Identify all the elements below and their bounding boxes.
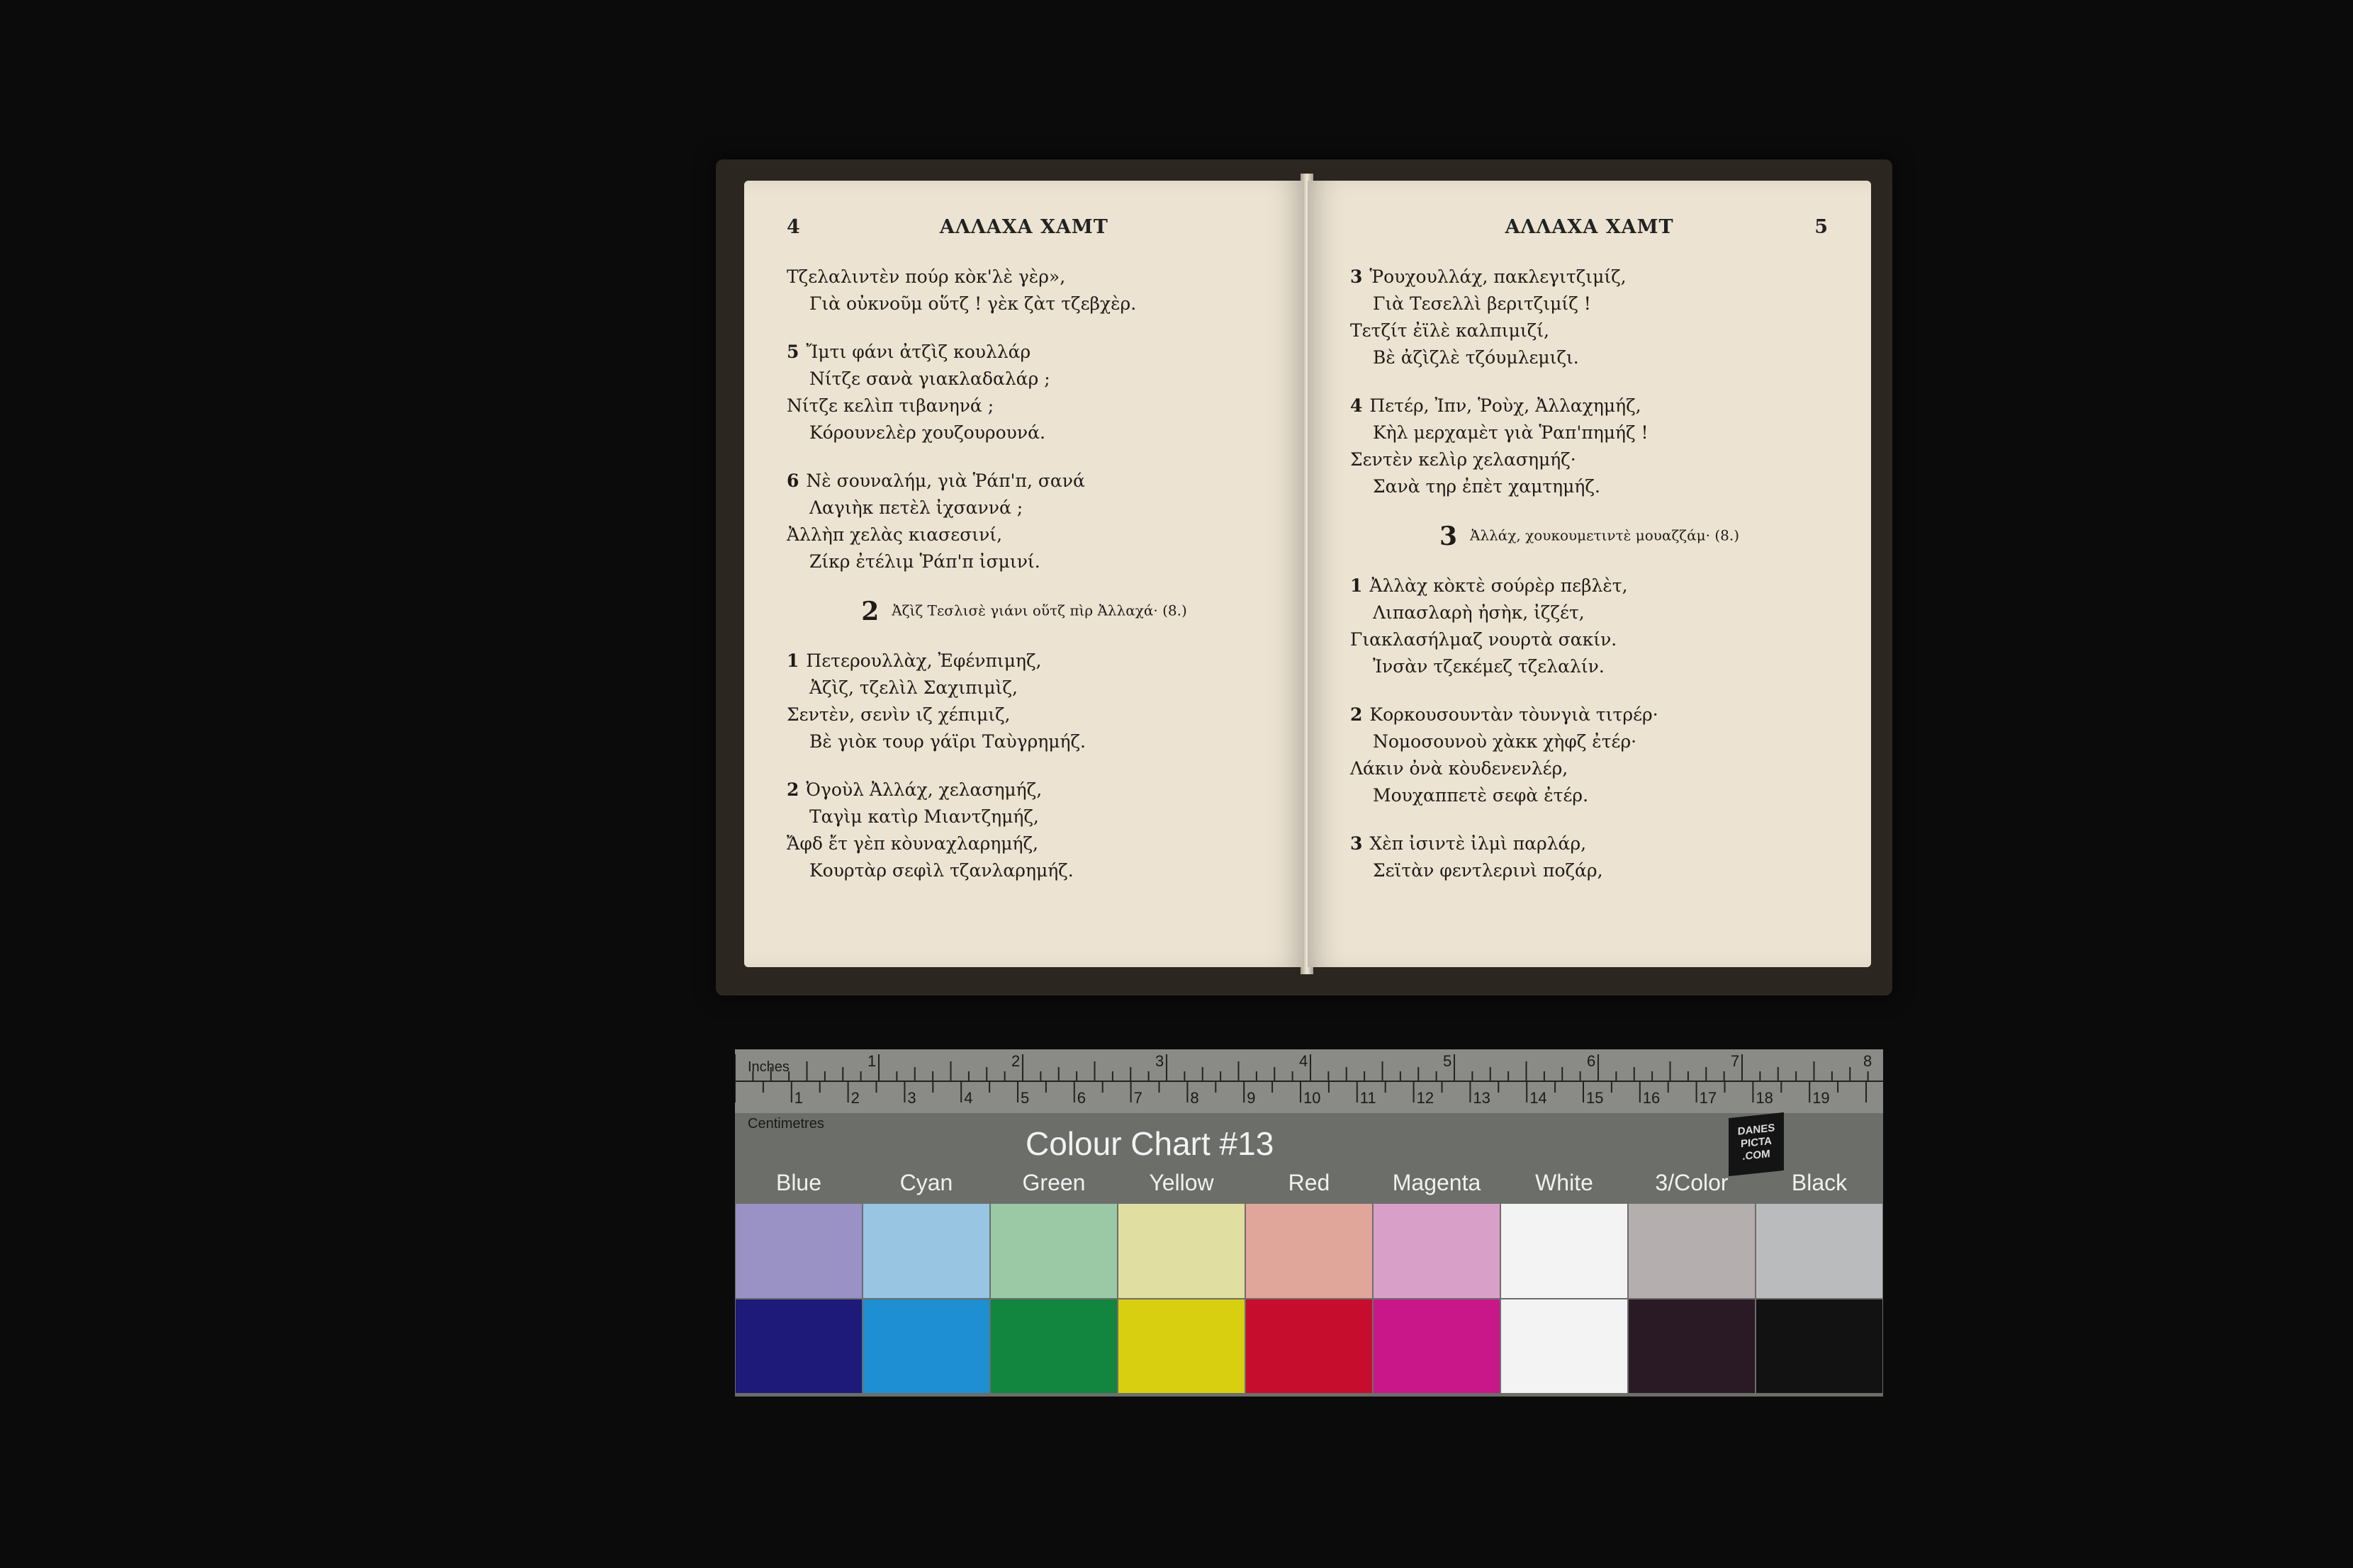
cm-tick-label: 13 bbox=[1473, 1089, 1490, 1107]
verse-line bbox=[1350, 573, 1829, 599]
patch-tint-magenta bbox=[1374, 1204, 1500, 1298]
hymn-heading bbox=[1350, 521, 1829, 551]
verse-text: Νίτζε σανὰ γιακλαδαλάρ ; bbox=[809, 368, 1050, 389]
verse-text: Ἀζὶζ, τζελὶλ Σαχιπιμὶζ, bbox=[809, 677, 1018, 698]
verse-text: Γιακλασήλμαζ νουρτὰ σακίν. bbox=[1350, 629, 1617, 650]
right-running-head bbox=[1350, 216, 1829, 238]
verse-text: Πετερουλλὰχ, Ἐφένπιμηζ, bbox=[806, 650, 1042, 671]
patch-label: White bbox=[1535, 1170, 1593, 1195]
verse-line bbox=[787, 803, 1262, 830]
verse-line bbox=[787, 777, 1262, 803]
cm-tick-label: 16 bbox=[1642, 1089, 1661, 1107]
verse-text: Πετέρ, Ἰπν, Ῥοὺχ, Ἀλλαχημήζ, bbox=[1369, 395, 1641, 416]
cm-tick-label: 3 bbox=[907, 1089, 916, 1107]
verse-text: Σανὰ τηρ ἐπὲτ χαμτημήζ. bbox=[1373, 476, 1600, 497]
verse-line bbox=[1350, 446, 1829, 473]
patch-label: Magenta bbox=[1392, 1170, 1481, 1195]
patch-tint-blue bbox=[736, 1204, 862, 1298]
verse-line bbox=[1350, 782, 1829, 809]
inch-tick-label: 3 bbox=[1155, 1052, 1164, 1070]
verse-line bbox=[787, 264, 1262, 291]
verse-line bbox=[787, 857, 1262, 884]
inch-tick-label: 1 bbox=[867, 1052, 877, 1070]
cm-tick-label: 19 bbox=[1812, 1089, 1830, 1107]
patch-solid-3color bbox=[1629, 1299, 1755, 1393]
verse-line bbox=[787, 728, 1262, 755]
verse-text: Λιπασλαρὴ ἠσὴκ, ἰζζέτ, bbox=[1373, 602, 1585, 623]
verse-text: Κόρουνελὲρ χουζουρουνά. bbox=[809, 422, 1045, 443]
patch-tint-yellow bbox=[1118, 1204, 1245, 1298]
verse-text: Λαγιὴκ πετὲλ ἰχσαννά ; bbox=[809, 497, 1023, 518]
verse-text: Σεντὲν, σενὶν ιζ χέπιμιζ, bbox=[787, 704, 1011, 725]
verse-line bbox=[787, 701, 1262, 728]
patch-solid-red bbox=[1246, 1299, 1372, 1393]
open-book bbox=[716, 159, 1892, 995]
patch-tint-black bbox=[1756, 1204, 1882, 1298]
left-running-head bbox=[787, 216, 1262, 238]
verse-text: Γιὰ Τεσελλὶ βεριτζιμίζ ! bbox=[1373, 293, 1591, 314]
verse-line bbox=[1350, 317, 1829, 344]
verse-text: Ζίκρ ἐτέλιμ Ῥάπ'π ἰσμινί. bbox=[809, 551, 1040, 572]
verse-line bbox=[1350, 419, 1829, 446]
patch-label: Blue bbox=[775, 1170, 822, 1195]
verse-text: Νομοσουνοὺ χὰκκ χὴφζ ἐτέρ· bbox=[1373, 731, 1637, 752]
centimetres-label: Centimetres bbox=[748, 1116, 824, 1132]
cm-tick-label: 11 bbox=[1359, 1089, 1376, 1107]
verse-text: Ἴμτι φάνι ἀτζὶζ κουλλάρ bbox=[806, 342, 1031, 362]
verse-line bbox=[1350, 653, 1829, 680]
verse-text: Μουχαππετὲ σεφὰ ἐτέρ. bbox=[1373, 785, 1589, 806]
logo-text-line: PICTA bbox=[1741, 1134, 1772, 1151]
cm-tick-label: 15 bbox=[1586, 1089, 1604, 1107]
stanza bbox=[787, 339, 1262, 446]
hymn-title: Ἀλλάχ, χουκουμετιντὲ μουαζζάμ· (8.) bbox=[1470, 526, 1740, 544]
left-page-text bbox=[787, 264, 1262, 884]
stanza bbox=[787, 468, 1262, 575]
inch-tick-label: 6 bbox=[1587, 1052, 1596, 1070]
patch-solid-cyan bbox=[863, 1299, 989, 1393]
stanza bbox=[1350, 573, 1829, 680]
hymn-number: 2 bbox=[861, 597, 880, 626]
cm-tick-label: 17 bbox=[1699, 1089, 1717, 1107]
patch-label: Black bbox=[1791, 1170, 1848, 1195]
left-running-title: ΑΛΛΑΧΑ ΧΑΜΤ bbox=[939, 216, 1108, 238]
right-page bbox=[1308, 181, 1871, 967]
verse-text: Ταγὶμ κατὶρ Μιαντζημήζ, bbox=[809, 806, 1039, 827]
verse-line bbox=[1350, 857, 1829, 884]
verse-number: 1 bbox=[1350, 575, 1363, 596]
danes-picta-logo bbox=[1729, 1112, 1784, 1176]
verse-text: Κουρτὰρ σεφὶλ τζανλαρημήζ. bbox=[809, 860, 1074, 881]
verse-text: Τετζίτ ἐϊλὲ καλπιμιζί, bbox=[1350, 320, 1549, 341]
chart-title: Colour Chart #13 bbox=[1026, 1125, 1274, 1162]
cm-tick-label: 18 bbox=[1756, 1089, 1773, 1107]
verse-text: Ἀλλὰχ κὸκτὲ σούρὲρ πεβλὲτ, bbox=[1369, 575, 1628, 596]
verse-line bbox=[787, 521, 1262, 548]
verse-number: 2 bbox=[787, 779, 799, 800]
verse-line bbox=[787, 648, 1262, 675]
inches-label: Inches bbox=[748, 1059, 790, 1075]
verse-text: Βὲ ἀζὶζλὲ τζόυμλεμιζι. bbox=[1373, 347, 1579, 368]
patch-solid-blue bbox=[736, 1299, 862, 1393]
verse-text: Βὲ γιὸκ τουρ γάϊρι Ταὺγρημήζ. bbox=[809, 731, 1086, 752]
left-page-number: 4 bbox=[787, 216, 801, 238]
verse-line bbox=[787, 393, 1262, 419]
stanza bbox=[787, 648, 1262, 755]
patch-solid-black bbox=[1756, 1299, 1882, 1393]
inch-tick-label: 5 bbox=[1443, 1052, 1452, 1070]
inch-tick-label: 4 bbox=[1299, 1052, 1308, 1070]
verse-text: Νίτζε κελὶπ τιβανηνά ; bbox=[787, 395, 994, 416]
verse-line bbox=[787, 675, 1262, 701]
patch-solid-green bbox=[991, 1299, 1117, 1393]
verse-text: Ἄφδ ἔτ γὲπ κὸυναχλαρημήζ, bbox=[787, 833, 1039, 854]
verse-text: Ῥουχουλλάχ, πακλεγιτζιμίζ, bbox=[1369, 266, 1627, 287]
inch-tick-label: 2 bbox=[1011, 1052, 1021, 1070]
stanza bbox=[1350, 393, 1829, 500]
verse-number: 3 bbox=[1350, 266, 1363, 287]
cm-tick-label: 14 bbox=[1529, 1089, 1547, 1107]
patch-label: Cyan bbox=[899, 1170, 953, 1195]
verse-line bbox=[787, 468, 1262, 495]
verse-line bbox=[1350, 344, 1829, 371]
verse-line bbox=[1350, 473, 1829, 500]
patch-label: 3/Color bbox=[1655, 1170, 1729, 1195]
patch-label: Red bbox=[1288, 1170, 1330, 1195]
colour-chart-card bbox=[735, 1049, 1883, 1397]
stanza bbox=[1350, 264, 1829, 371]
right-page-number: 5 bbox=[1814, 216, 1829, 238]
logo-text-line: DANES bbox=[1737, 1122, 1775, 1138]
verse-line bbox=[787, 419, 1262, 446]
verse-line bbox=[1350, 626, 1829, 653]
stanza bbox=[1350, 830, 1829, 884]
patch-solid-magenta bbox=[1374, 1299, 1500, 1393]
patch-label: Yellow bbox=[1149, 1170, 1214, 1195]
cm-tick-label: 8 bbox=[1190, 1089, 1199, 1107]
cm-tick-label: 9 bbox=[1247, 1089, 1256, 1107]
verse-text: Ἀλλὴπ χελὰς κιασεσινί, bbox=[787, 524, 1003, 545]
verse-text: Κορκουσουντὰν τὸυνγιὰ τιτρέρ· bbox=[1369, 704, 1658, 725]
verse-text: Τζελαλιντὲν πούρ κὸκ'λὲ γὲρ», bbox=[787, 266, 1066, 287]
right-page-text bbox=[1350, 264, 1829, 884]
verse-line bbox=[1350, 728, 1829, 755]
verse-text: Ἰνσὰν τζεκέμεζ τζελαλίν. bbox=[1373, 656, 1605, 677]
patch-tint-green bbox=[991, 1204, 1117, 1298]
verse-line bbox=[787, 495, 1262, 521]
verse-number: 1 bbox=[787, 650, 799, 671]
verse-line bbox=[787, 339, 1262, 366]
verse-line bbox=[787, 291, 1262, 317]
verse-number: 4 bbox=[1350, 395, 1363, 416]
cm-tick-label: 2 bbox=[850, 1089, 860, 1107]
stanza bbox=[787, 264, 1262, 317]
logo-text-line: .COM bbox=[1742, 1147, 1770, 1163]
inch-tick-label: 7 bbox=[1731, 1052, 1740, 1070]
verse-line bbox=[1350, 830, 1829, 857]
cm-tick-label: 7 bbox=[1133, 1089, 1142, 1107]
verse-line bbox=[1350, 264, 1829, 291]
stanza bbox=[1350, 701, 1829, 809]
verse-line bbox=[787, 548, 1262, 575]
verse-text: Γιὰ οὐκνοῦμ οὕτζ ! γὲκ ζὰτ τζεβχὲρ. bbox=[809, 293, 1137, 314]
verse-line bbox=[1350, 393, 1829, 419]
verse-number: 2 bbox=[1350, 704, 1363, 725]
patch-tint-cyan bbox=[863, 1204, 989, 1298]
verse-text: Σεϊτὰν φεντλερινὶ ποζάρ, bbox=[1373, 860, 1603, 881]
hymn-title: Ἀζὶζ Τεσλισὲ γιάνι οὕτζ πὶρ Ἀλλαχά· (8.) bbox=[892, 602, 1187, 619]
verse-line bbox=[1350, 755, 1829, 782]
left-page bbox=[744, 181, 1304, 967]
cm-tick-label: 4 bbox=[964, 1089, 973, 1107]
verse-text: Σεντὲν κελὶρ χελασημήζ· bbox=[1350, 449, 1576, 470]
cm-tick-label: 5 bbox=[1021, 1089, 1030, 1107]
stanza bbox=[787, 777, 1262, 884]
patch-tint-red bbox=[1246, 1204, 1372, 1298]
verse-line bbox=[1350, 599, 1829, 626]
verse-text: Λάκιν ὀνὰ κὸυδενενλέρ, bbox=[1350, 758, 1568, 779]
hymn-number: 3 bbox=[1439, 521, 1458, 551]
patch-label: Green bbox=[1022, 1170, 1086, 1195]
cm-tick-label: 1 bbox=[794, 1089, 804, 1107]
hymn-heading bbox=[787, 597, 1262, 626]
verse-number: 5 bbox=[787, 342, 799, 362]
verse-text: Ὀγοὺλ Ἀλλάχ, χελασημήζ, bbox=[806, 779, 1043, 800]
verse-number: 3 bbox=[1350, 833, 1363, 854]
verse-text: Χὲπ ἰσιντὲ ἰλμὶ παρλάρ, bbox=[1369, 833, 1587, 854]
verse-number: 6 bbox=[787, 470, 799, 491]
cm-tick-label: 12 bbox=[1416, 1089, 1434, 1107]
patch-solid-yellow bbox=[1118, 1299, 1245, 1393]
patch-tint-white bbox=[1501, 1204, 1627, 1298]
patch-solid-white bbox=[1501, 1299, 1627, 1393]
verse-text: Νὲ σουναλήμ, γιὰ Ῥάπ'π, σανά bbox=[806, 470, 1085, 491]
patch-tint-3color bbox=[1629, 1204, 1755, 1298]
verse-line bbox=[787, 830, 1262, 857]
verse-line bbox=[1350, 701, 1829, 728]
cm-tick-label: 10 bbox=[1303, 1089, 1321, 1107]
right-running-title: ΑΛΛΑΧΑ ΧΑΜΤ bbox=[1505, 216, 1674, 238]
inch-tick-label: 8 bbox=[1863, 1052, 1872, 1070]
verse-line bbox=[1350, 291, 1829, 317]
verse-text: Κὴλ μερχαμὲτ γιὰ Ῥαπ'πημήζ ! bbox=[1373, 422, 1649, 443]
cm-tick-label: 6 bbox=[1077, 1089, 1086, 1107]
verse-line bbox=[787, 366, 1262, 393]
